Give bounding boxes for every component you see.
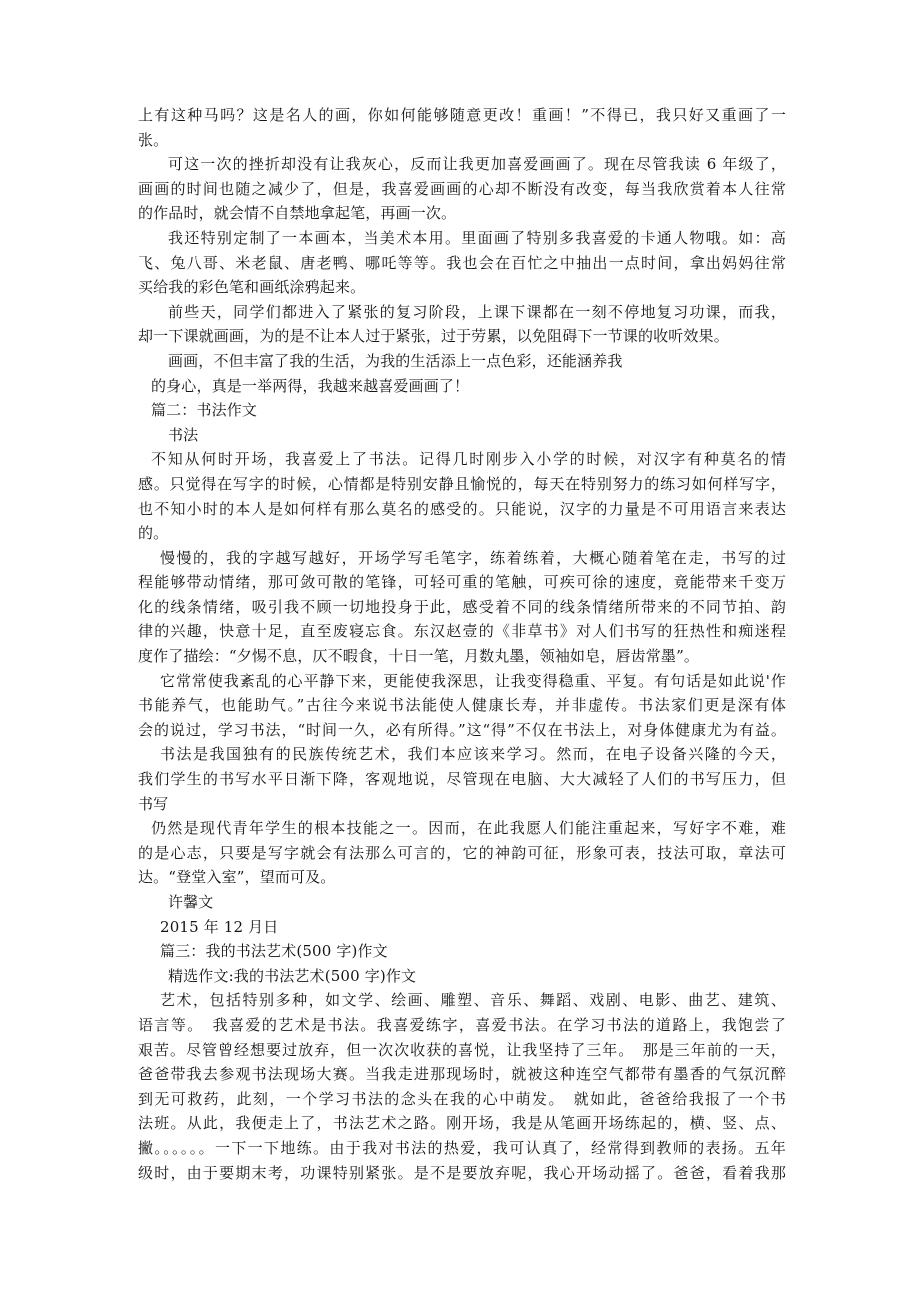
text-line: 篇二：书法作文 [151, 401, 258, 420]
text-line: 精选作文:我的书法艺术(500 字)作文 [168, 966, 417, 985]
text-line: 仍然是现代青年学生的根本技能之一。因而，在此我愿人们能注重起来，写好字不难，难 [151, 819, 786, 838]
text-line: 艰苦。尽管曾经想要过放弃，但一次次收获的喜悦，让我坚持了三年。 那是三年前的一天， [138, 1040, 786, 1059]
text-line: 可这一次的挫折却没有让我灰心，反而让我更加喜爱画画了。现在尽管我读 6 年级了， [168, 155, 786, 174]
text-line: 艺术，包括特别多种，如文学、绘画、雕塑、音乐、舞蹈、戏剧、电影、曲艺、建筑、 [160, 991, 786, 1010]
text-line: 爸爸带我去参观书法现场大赛。当我走进那现场时，就被这种连空气都带有墨香的气氛沉醉 [138, 1065, 786, 1084]
text-line: 的是心志，只要是写字就会有法那么可言的，它的神韵可征，形象可表，技法可取，章法可 [138, 843, 786, 862]
text-line: 我们学生的书写水平日渐下降，客观地说，尽管现在电脑、大大减轻了人们的书写压力，但 [138, 770, 786, 789]
text-line: 书法是我国独有的民族传统艺术，我们本应该来学习。然而，在电子设备兴隆的今天， [160, 745, 786, 764]
text-line: 慢慢的，我的字越写越好，开场学写毛笔字，练着练着，大概心随着笔在走，书写的过 [160, 548, 786, 567]
text-line: 法班。从此，我便走上了，书法艺术之路。刚开场，我是从笔画开场练起的，横、竖、点、 [138, 1114, 786, 1133]
text-line: 却一下课就画画，为的是不让本人过于紧张，过于劳累，以免阻碍下一节课的收听效果。 [138, 327, 729, 346]
text-line: 上有这种马吗？这是名人的画，你如何能够随意更改！重画！”不得已，我只好又重画了一 [138, 106, 786, 124]
text-line: 也不知小时的本人是如何样有那么莫名的感受的。只能说，汉字的力量是不可用语言来表达 [138, 499, 786, 518]
text-line: 画画，不但丰富了我的生活，为我的生活添上一点色彩，还能涵养我 [168, 351, 623, 370]
text-line: 画画的时间也随之减少了，但是，我喜爱画画的心却不断没有改变，每当我欣赏着本人往常 [138, 179, 786, 198]
text-line: 飞、兔八哥、米老鼠、唐老鸭、哪吒等等。我也会在百忙之中抽出一点时间，拿出妈妈往常 [138, 253, 786, 272]
text-line: 的身心，真是一举两得，我越来越喜爱画画了！ [151, 376, 470, 395]
text-line: 的。 [138, 524, 169, 543]
text-line: 会的说过，学习书法，“时间一久，必有所得。”这“得”不仅在书法上，对身体健康尤为有益。 [138, 720, 786, 739]
text-line: 化的线条情绪，吸引我不顾一切地投身于此，感受着不同的线条情绪所带来的不同节拍、韵 [138, 597, 786, 616]
text-line: 书法 [168, 425, 199, 444]
text-line: 篇三：我的书法艺术(500 字)作文 [160, 942, 388, 961]
text-line: 它常常使我紊乱的心平静下来，更能使我深思，让我变得稳重、平复。有句话是如此说'作 [160, 671, 786, 690]
text-line: 感。只觉得在写字的时候，心情都是特别安静且愉悦的，每天在特别努力的练习如何样写字， [138, 474, 786, 493]
text-line: 不知从何时开场，我喜爱上了书法。记得几时刚步入小学的时候，对汉字有种莫名的情 [151, 450, 786, 469]
text-line: 前些天，同学们都进入了紧张的复习阶段，上课下课都在一刻不停地复习功课，而我， [168, 302, 786, 321]
text-line: 张。 [138, 130, 169, 149]
text-line: 达。“登堂入室”，望而可及。 [138, 868, 336, 887]
text-line: 书写 [138, 794, 169, 813]
text-line: 度作了描绘：“夕惕不息，仄不暇食，十日一笔，月数丸墨，领袖如皂，唇齿常墨”。 [138, 647, 700, 666]
text-line: 书能养气，也能助气。”古往今来说书法能使人健康长寿，并非虚传。书法家们更是深有体 [138, 696, 786, 715]
text-line: 撇。。。。。。一下一下地练。由于我对书法的热爱，我可认真了，经常得到教师的表扬。五年 [138, 1138, 786, 1157]
text-line: 我还特别定制了一本画本，当美术本用。里面画了特别多我喜爱的卡通人物哦。如：高 [168, 228, 786, 247]
text-line: 程能够带动情绪，那可敛可散的笔锋，可轻可重的笔触，可疾可徐的速度，竟能带来千变万 [138, 573, 786, 592]
document-page [138, 103, 786, 1185]
text-line: 语言等。 我喜爱的艺术是书法。我喜爱练字，喜爱书法。在学习书法的道路上，我饱尝了 [138, 1015, 786, 1034]
text-line: 买给我的彩色笔和画纸涂鸦起来。 [138, 278, 366, 297]
text-line: 2015 年 12 月日 [160, 917, 279, 936]
text-line: 到无可救药，此刻，一个学习书法的念头在我的心中萌发。 就如此，爸爸给我报了一个书 [138, 1089, 786, 1108]
text-line: 的作品时，就会情不自禁地拿起笔，再画一次。 [138, 204, 457, 223]
text-line: 级时，由于要期末考，功课特别紧张。是不是要放弃呢，我心开场动摇了。爸爸，看着我那 [138, 1163, 786, 1182]
text-line: 律的兴趣，快意十足，直至废寝忘食。东汉赵壹的《非草书》对人们书写的狂热性和痴迷程 [138, 622, 786, 641]
text-line: 许馨文 [168, 893, 214, 911]
